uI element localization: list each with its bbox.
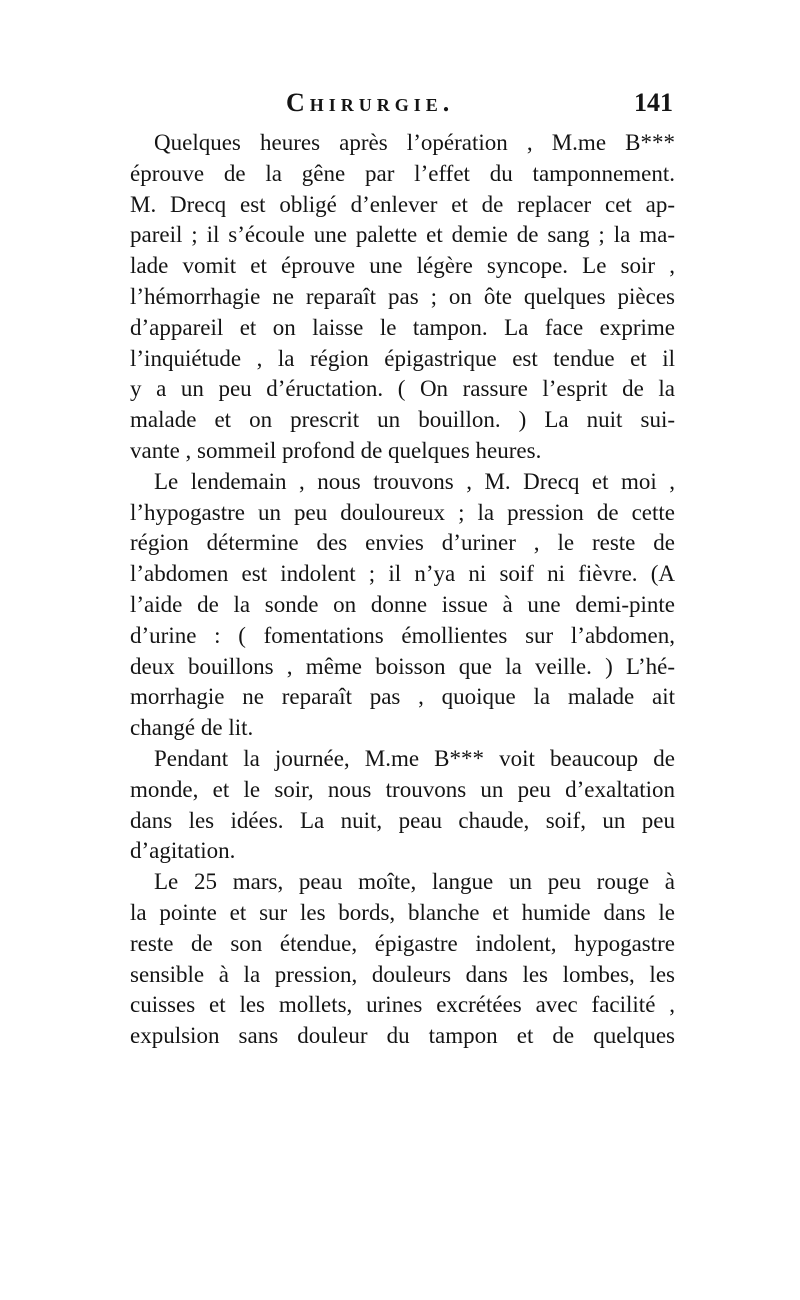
text-line: l’hémorrhagie ne reparaît pas ; on ôte quelques pièces <box>130 283 675 309</box>
text-line: lade vomit et éprouve une légère syncope. Le soir , <box>130 253 675 279</box>
text-line: l’inquiétude , la région épigastrique est tendue et il <box>130 345 675 371</box>
text-line: cuisses et les mollets, urines excrétées avec facilité , <box>130 992 675 1018</box>
text-line: Quelques heures après l’opération , M.me B*** <box>154 130 675 155</box>
text-line: d’appareil et on laisse le tampon. La face exprime <box>130 314 675 340</box>
text-line: Le lendemain , nous trouvons , M. Drecq et moi , <box>154 468 675 494</box>
text-line: malade et on prescrit un bouillon. ) La nuit sui- <box>130 407 675 433</box>
text-line: M. Drecq est obligé d’enlever et de replacer cet ap- <box>130 191 675 217</box>
page-number: 141 <box>634 88 673 117</box>
text-line: Pendant la journée, M.me B*** voit beaucoup de <box>154 745 675 771</box>
text-line: reste de son étendue, épigastre indolent, hypogastre <box>130 930 675 956</box>
text-line: monde, et le soir, nous trouvons un peu d’exaltation <box>130 776 675 802</box>
text-line: dans les idées. La nuit, peau chaude, soif, un peu <box>130 807 675 833</box>
text-line: morrhagie ne reparaît pas , quoique la malade ait <box>130 684 675 710</box>
text-line: changé de lit. <box>130 715 254 741</box>
text-line: région détermine des envies d’uriner , le reste de <box>130 530 675 556</box>
text-line: d’urine : ( fomentations émollientes sur l’abdomen, <box>130 622 675 648</box>
text-line: l’abdomen est indolent ; il n’ya ni soif ni fièvre. (A <box>130 561 675 587</box>
text-line: vante , sommeil profond de quelques heures. <box>130 437 542 463</box>
text-line: la pointe et sur les bords, blanche et humide dans le <box>130 899 675 925</box>
running-title: Chirurgie. <box>286 88 455 117</box>
text-line: y a un peu d’éructation. ( On rassure l’esprit de la <box>130 376 675 402</box>
text-line: éprouve de la gêne par l’effet du tamponnement. <box>130 160 675 186</box>
body-text <box>130 128 675 1052</box>
text-line: expulsion sans douleur du tampon et de quelques <box>130 1023 675 1049</box>
text-line: l’hypogastre un peu douloureux ; la pression de cette <box>130 499 675 525</box>
text-line: l’aide de la sonde on donne issue à une demi-pinte <box>130 591 675 617</box>
text-line: sensible à la pression, douleurs dans les lombes, les <box>130 961 675 987</box>
text-line: d’agitation. <box>130 838 236 864</box>
text-line: Le 25 mars, peau moîte, langue un peu rouge à <box>154 869 675 895</box>
running-head <box>130 86 675 126</box>
text-line: deux bouillons , même boisson que la veille. ) L’hé- <box>130 653 675 679</box>
text-line: pareil ; il s’écoule une palette et demie de sang ; la ma- <box>130 222 675 248</box>
